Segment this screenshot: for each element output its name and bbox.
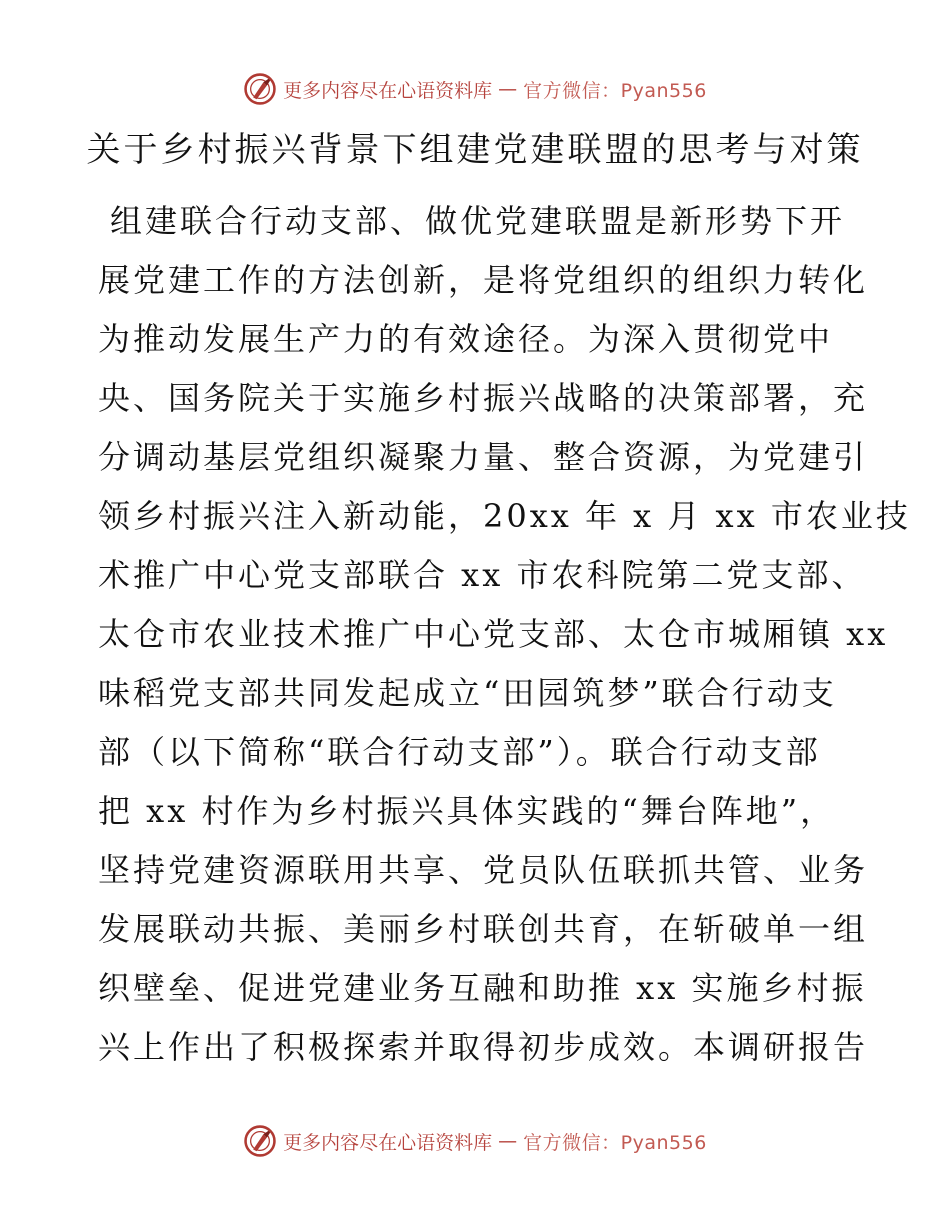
- watermark-text: 更多内容尽在心语资料库: [283, 79, 493, 102]
- watermark-account: 官方微信：Pyan556: [523, 79, 707, 102]
- pen-nib-logo-icon: [243, 1124, 277, 1158]
- document-title: 关于乡村振兴背景下组建党建联盟的思考与对策: [86, 130, 864, 170]
- body-line: 兴上作出了积极探索并取得初步成效。本调研报告: [98, 1028, 869, 1066]
- body-line: 分调动基层党组织凝聚力量、整合资源，为党建引: [98, 438, 869, 476]
- watermark-account: 官方微信：Pyan556: [523, 1131, 707, 1154]
- body-line: 领乡村振兴注入新动能，20xx 年 x 月 xx 市农业技: [98, 497, 911, 535]
- body-line: 发展联动共振、美丽乡村联创共育，在斩破单一组: [98, 910, 869, 948]
- body-line: 部（以下简称“联合行动支部”）。联合行动支部: [98, 733, 821, 771]
- document-body: [98, 192, 911, 1077]
- body-line: 为推动发展生产力的有效途径。为深入贯彻党中: [98, 320, 834, 358]
- body-line: 太仓市农业技术推广中心党支部、太仓市城厢镇 xx: [98, 615, 889, 653]
- body-line: 展党建工作的方法创新，是将党组织的组织力转化: [98, 261, 869, 299]
- footer-watermark: [0, 1124, 950, 1158]
- watermark-text: 更多内容尽在心语资料库: [283, 1131, 493, 1154]
- watermark-separator: —: [498, 78, 518, 100]
- watermark-separator: —: [498, 1130, 518, 1152]
- body-line: 味稻党支部共同发起成立“田园筑梦”联合行动支: [98, 674, 837, 712]
- header-watermark: [0, 72, 950, 106]
- body-line: 术推广中心党支部联合 xx 市农科院第二党支部、: [98, 556, 867, 594]
- body-line: 坚持党建资源联用共享、党员队伍联抓共管、业务: [98, 851, 869, 889]
- body-line: 组建联合行动支部、做优党建联盟是新形势下开: [110, 202, 846, 240]
- body-line: 把 xx 村作为乡村振兴具体实践的“舞台阵地”，: [98, 792, 836, 830]
- pen-nib-logo-icon: [243, 72, 277, 106]
- body-line: 织壁垒、促进党建业务互融和助推 xx 实施乡村振: [98, 969, 867, 1007]
- body-line: 央、国务院关于实施乡村振兴战略的决策部署，充: [98, 379, 869, 417]
